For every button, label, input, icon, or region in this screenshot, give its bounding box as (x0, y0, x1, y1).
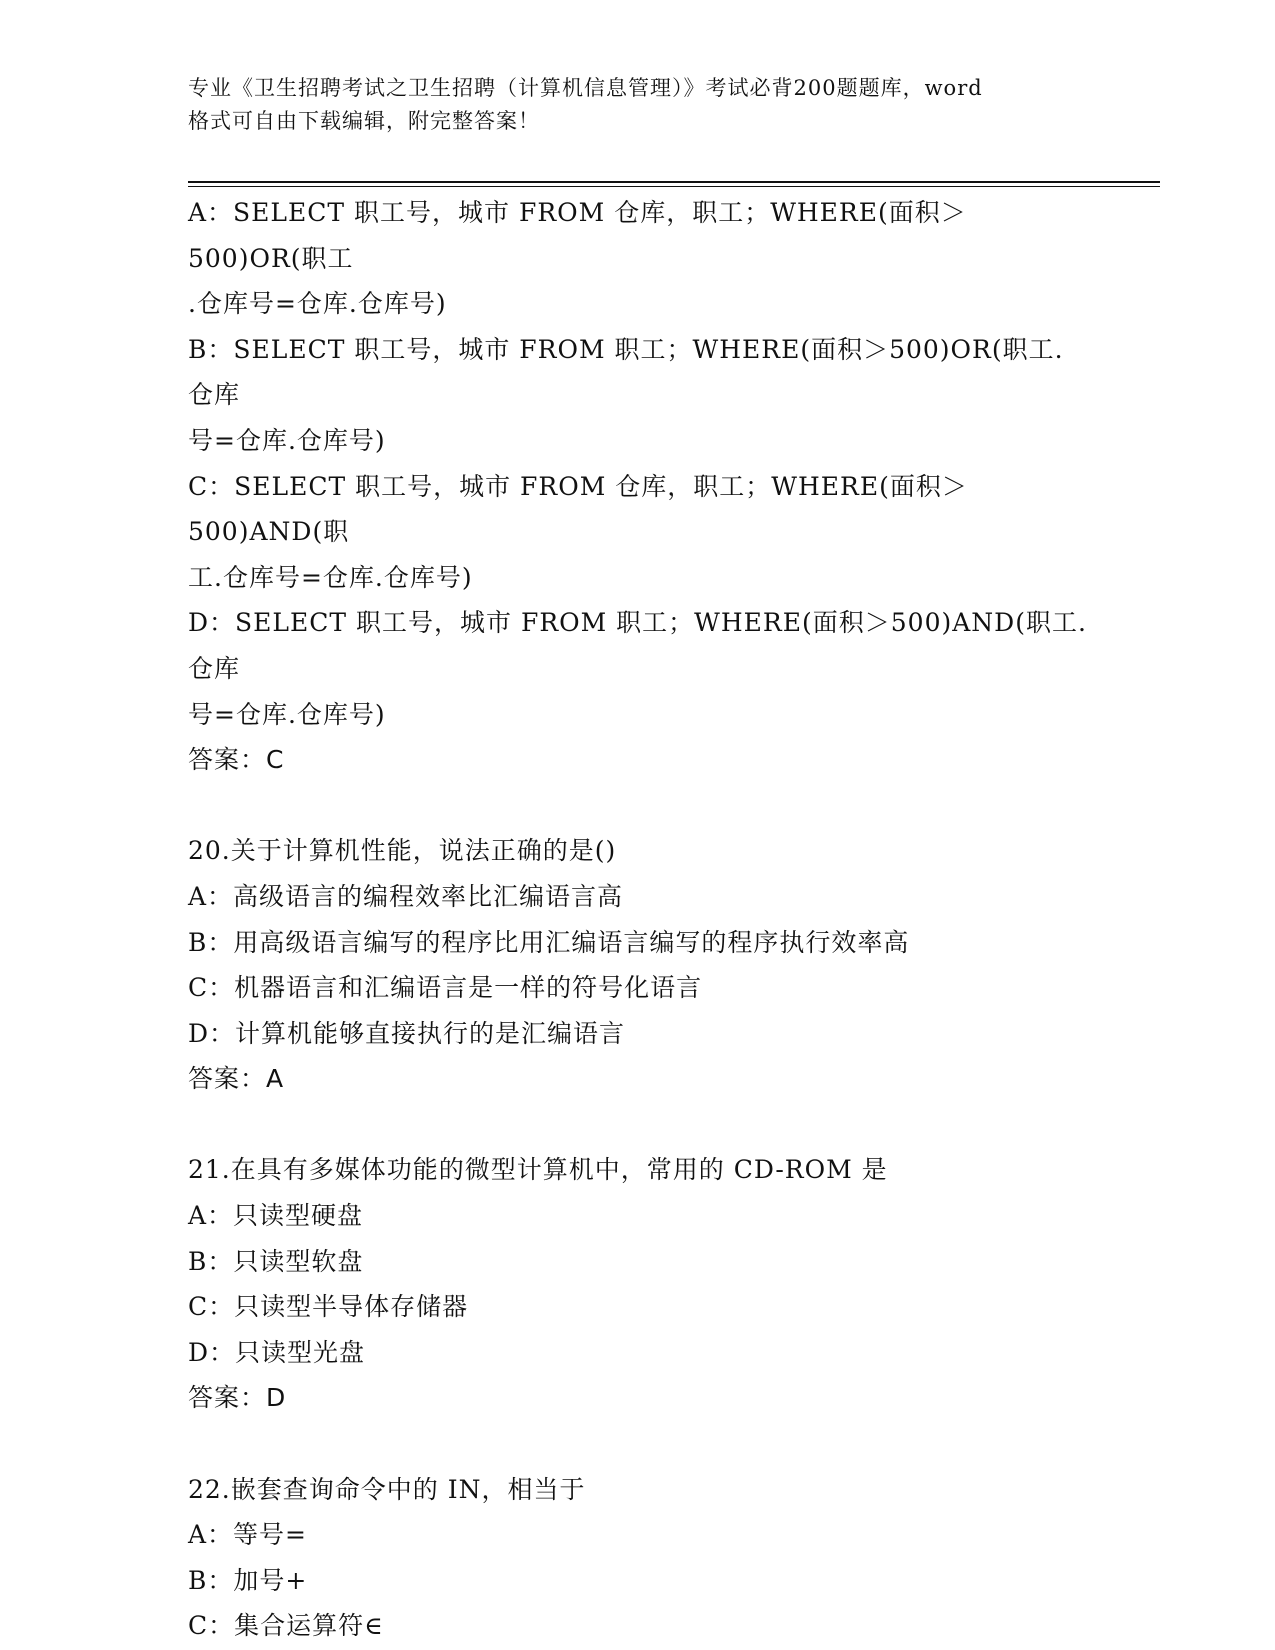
option-c: C：机器语言和汇编语言是一样的符号化语言 (188, 973, 703, 1003)
spacer (188, 783, 1088, 829)
option-b-continued: 号=仓库.仓库号) (188, 425, 386, 455)
question-19 (188, 190, 1088, 783)
option-a: A：等号= (188, 1520, 308, 1550)
document-body (188, 190, 1088, 1649)
question-21 (188, 1147, 1088, 1421)
spacer (188, 1421, 1088, 1467)
option-b: B：加号+ (188, 1565, 308, 1595)
option-d-continued: 号=仓库.仓库号) (188, 699, 386, 729)
option-c: C：集合运算符∈ (188, 1611, 384, 1641)
option-b: B：用高级语言编写的程序比用汇编语言编写的程序执行效率高 (188, 927, 910, 957)
option-a: A：只读型硬盘 (188, 1201, 364, 1231)
question-text: 21.在具有多媒体功能的微型计算机中，常用的 CD-ROM 是 (188, 1155, 888, 1185)
answer: 答案：D (188, 1383, 287, 1413)
option-b: B：SELECT 职工号，城市 FROM 职工；WHERE(面积＞500)OR(职工.仓库 (188, 334, 1064, 410)
answer: 答案：C (188, 745, 285, 775)
header-rule-thin (188, 186, 1160, 187)
document-header (188, 72, 1088, 138)
option-a: A：高级语言的编程效率比汇编语言高 (188, 881, 624, 911)
option-a-continued: .仓库号=仓库.仓库号) (188, 289, 447, 319)
spacer (188, 1102, 1088, 1148)
question-20 (188, 828, 1088, 1102)
option-c: C：只读型半导体存储器 (188, 1292, 469, 1322)
option-c-continued: 工.仓库号=仓库.仓库号) (188, 562, 473, 592)
option-d: D：SELECT 职工号，城市 FROM 职工；WHERE(面积＞500)AND(职工.仓库 (188, 608, 1087, 683)
question-text: 22.嵌套查询命令中的 IN，相当于 (188, 1474, 586, 1504)
question-22 (188, 1467, 1088, 1649)
option-d: D：只读型光盘 (188, 1337, 366, 1367)
option-d: D：计算机能够直接执行的是汇编语言 (188, 1018, 626, 1048)
question-text: 20.关于计算机性能，说法正确的是() (188, 836, 617, 866)
option-a: A：SELECT 职工号，城市 FROM 仓库，职工；WHERE(面积＞500)OR(职工 (188, 198, 967, 273)
header-line-2: 格式可自由下载编辑，附完整答案！ (188, 109, 540, 133)
option-b: B：只读型软盘 (188, 1246, 364, 1276)
answer: 答案：A (188, 1064, 285, 1094)
header-line-1: 专业《卫生招聘考试之卫生招聘（计算机信息管理）》考试必背200题题库，word (188, 76, 983, 100)
header-rule-thick (188, 181, 1160, 183)
option-c: C：SELECT 职工号，城市 FROM 仓库，职工；WHERE(面积＞500)AND(职 (188, 471, 968, 547)
